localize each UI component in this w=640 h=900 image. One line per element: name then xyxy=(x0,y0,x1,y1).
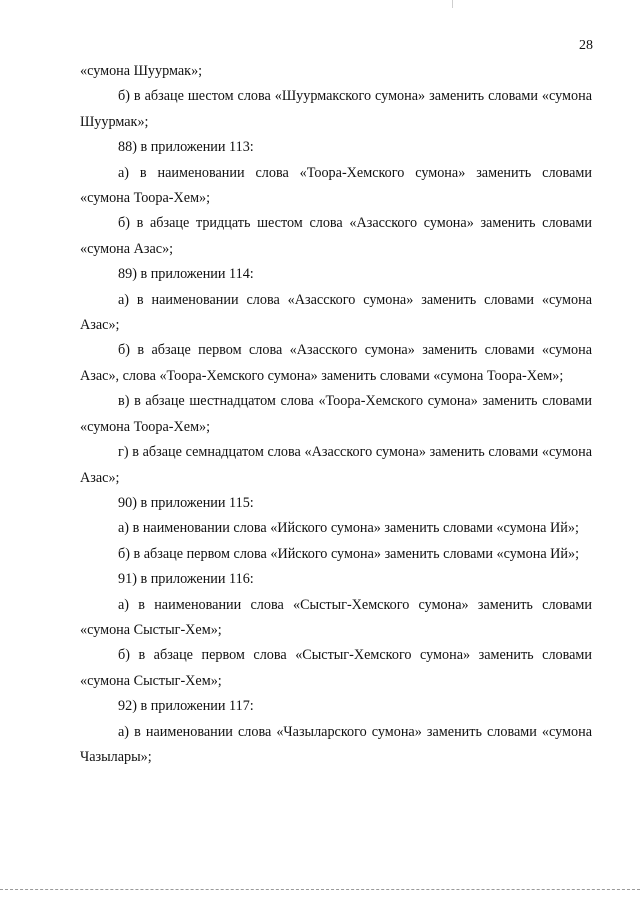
paragraph: 90) в приложении 115: xyxy=(118,494,254,511)
paragraph: 88) в приложении 113: xyxy=(118,139,254,156)
page-bottom-rule xyxy=(0,889,640,890)
paragraph: б) в абзаце первом слова «Сыстыг-Хемского сумона» заменить словами «сумона Сыстыг-Хем»; xyxy=(80,647,592,689)
paragraph: а) в наименовании слова «Сыстыг-Хемского сумона» заменить словами «сумона Сыстыг-Хем»; xyxy=(80,596,592,638)
paragraph: 91) в приложении 116: xyxy=(118,571,254,588)
paragraph: г) в абзаце семнадцатом слова «Азасского сумона» заменить словами «сумона Азас»; xyxy=(80,444,592,486)
paragraph: а) в наименовании слова «Азасского сумона» заменить словами «сумона Азас»; xyxy=(80,291,592,334)
paragraph: 92) в приложении 117: xyxy=(118,698,254,715)
paragraph: б) в абзаце шестом слова «Шуурмакского сумона» заменить словами «сумона Шуурмак»; xyxy=(80,88,592,130)
paragraph: б) в абзаце первом слова «Ийского сумона» заменить словами «сумона Ий»; xyxy=(118,545,580,562)
paragraph: б) в абзаце тридцать шестом слова «Азасского сумона» заменить словами «сумона Азас»; xyxy=(80,215,592,257)
page-number: 28 xyxy=(579,38,593,53)
paragraph: 89) в приложении 114: xyxy=(118,266,254,283)
paragraph: а) в наименовании слова «Чазыларского сумона» заменить словами «сумона Чазылары»; xyxy=(80,723,592,765)
paragraph: а) в наименовании слова «Ийского сумона» заменить словами «сумона Ий»; xyxy=(118,520,579,537)
paragraph: «сумона Шуурмак»; xyxy=(80,63,203,79)
paragraph: в) в абзаце шестнадцатом слова «Тоора-Хемского сумона» заменить словами «сумона Тоора-Хем»; xyxy=(80,393,592,435)
paragraph: а) в наименовании слова «Тоора-Хемского сумона» заменить словами «сумона Тоора-Хем»; xyxy=(80,164,592,207)
paragraph: б) в абзаце первом слова «Азасского сумона» заменить словами «сумона Азас», слова «Тоора-Хемского сумона» заменить словами «сумона Тоора-Хем»; xyxy=(80,342,592,384)
scan-edge-mark xyxy=(452,0,453,8)
document-body xyxy=(80,59,592,770)
